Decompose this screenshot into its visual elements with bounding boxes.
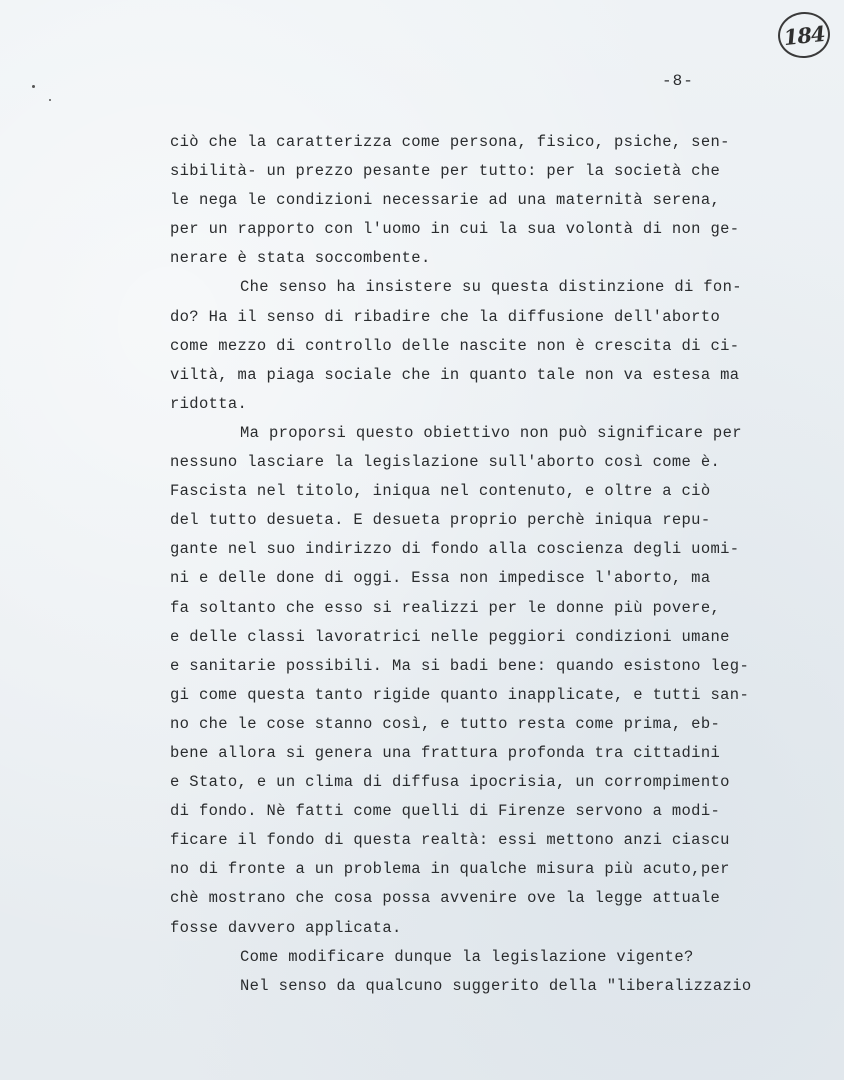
archive-stamp-number: 184 — [782, 20, 826, 50]
text-line: nessuno lasciare la legislazione sull'aborto così come è. — [170, 453, 721, 472]
text-line: no di fronte a un problema in qualche misura più acuto,per — [170, 860, 730, 879]
archive-stamp — [776, 9, 833, 60]
text-line: gi come questa tanto rigide quanto inapplicate, e tutti san- — [170, 685, 750, 704]
text-line: come mezzo di controllo delle nascite non è crescita di ci- — [170, 336, 740, 355]
text-line: fa soltanto che esso si realizzi per le donne più povere, — [170, 598, 721, 617]
text-line: ficare il fondo di questa realtà: essi mettono anzi ciascu — [170, 831, 730, 850]
text-line: e sanitarie possibili. Ma si badi bene: quando esistono leg- — [170, 656, 750, 675]
text-line: nerare è stata soccombente. — [170, 249, 431, 268]
text-line: per un rapporto con l'uomo in cui la sua volontà di non ge- — [170, 220, 740, 239]
text-line-paragraph-start: Come modificare dunque la legislazione vigente? — [240, 947, 694, 966]
page-number: -8- — [662, 72, 694, 90]
text-line: do? Ha il senso di ribadire che la diffusione dell'aborto — [170, 307, 721, 326]
paper-speck — [49, 99, 51, 101]
text-line: del tutto desueta. E desueta proprio perchè iniqua repu- — [170, 511, 711, 530]
paper-speck — [32, 85, 35, 88]
text-line: e Stato, e un clima di diffusa ipocrisia, un corrompimento — [170, 773, 730, 792]
text-line: bene allora si genera una frattura profonda tra cittadini — [170, 743, 721, 762]
text-line-paragraph-start: Nel senso da qualcuno suggerito della "liberalizzazio — [240, 976, 752, 995]
typewritten-body — [170, 128, 780, 1001]
text-line: Fascista nel titolo, iniqua nel contenuto, e oltre a ciò — [170, 482, 711, 501]
text-line-paragraph-start: Che senso ha insistere su questa distinzione di fon- — [240, 278, 742, 297]
text-line: ciò che la caratterizza come persona, fisico, psiche, sen- — [170, 133, 730, 151]
text-line-paragraph-start: Ma proporsi questo obiettivo non può significare per — [240, 423, 742, 442]
text-line: e delle classi lavoratrici nelle peggiori condizioni umane — [170, 627, 730, 646]
text-line: no che le cose stanno così, e tutto resta come prima, eb- — [170, 714, 721, 733]
text-line: gante nel suo indirizzo di fondo alla coscienza degli uomi- — [170, 540, 740, 559]
text-line: ni e delle done di oggi. Essa non impedisce l'aborto, ma — [170, 569, 711, 588]
text-line: ridotta. — [170, 394, 248, 413]
text-line: le nega le condizioni necessarie ad una maternità serena, — [170, 191, 721, 210]
text-line: sibilità- un prezzo pesante per tutto: per la società che — [170, 162, 721, 181]
text-line: di fondo. Nè fatti come quelli di Firenze servono a modi- — [170, 802, 721, 821]
text-line: fosse davvero applicata. — [170, 918, 402, 937]
text-line: viltà, ma piaga sociale che in quanto tale non va estesa ma — [170, 365, 740, 384]
text-line: chè mostrano che cosa possa avvenire ove la legge attuale — [170, 889, 721, 908]
